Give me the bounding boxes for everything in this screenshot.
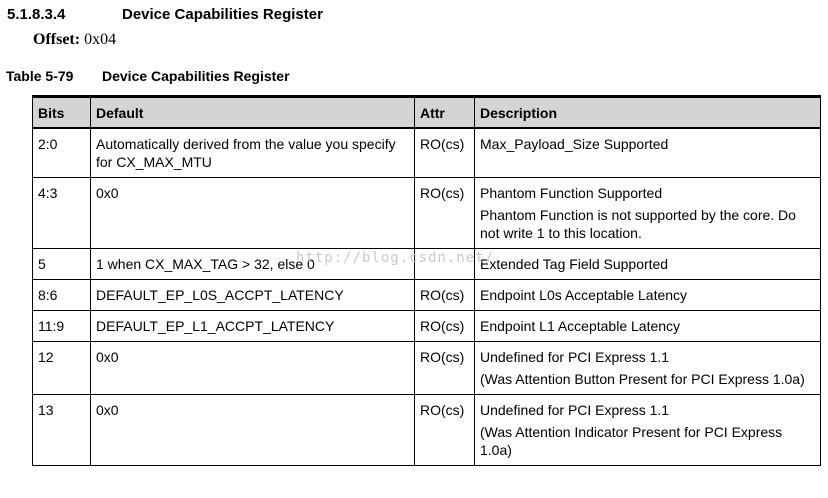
cell-description xyxy=(475,128,821,178)
offset-value: 0x04 xyxy=(84,31,117,48)
table-row xyxy=(33,249,821,280)
table-row xyxy=(33,178,821,249)
header-description: Description xyxy=(475,97,821,129)
table-row xyxy=(33,280,821,311)
cell-bits: 5 xyxy=(33,249,91,280)
cell-attr: RO(cs) xyxy=(415,280,475,311)
cell-default: 0x0 xyxy=(91,395,415,466)
description-text: Undefined for PCI Express 1.1 xyxy=(480,349,670,365)
table-row xyxy=(33,342,821,395)
cell-default: Automatically derived from the value you specify for CX_MAX_MTU xyxy=(91,128,415,178)
description-text: Endpoint L1 Acceptable Latency xyxy=(480,318,681,334)
description-text: Phantom Function Supported xyxy=(480,185,663,201)
header-attr: Attr xyxy=(415,97,475,129)
table-row xyxy=(33,395,821,466)
header-bits: Bits xyxy=(33,97,91,129)
table-header-row xyxy=(33,97,821,129)
description-note: Phantom Function is not supported by the core. Do not write 1 to this location. xyxy=(480,207,796,241)
description-note: (Was Attention Button Present for PCI Express 1.0a) xyxy=(480,371,805,387)
cell-attr xyxy=(415,249,475,280)
description-text: Endpoint L0s Acceptable Latency xyxy=(480,287,688,303)
description-text: Extended Tag Field Supported xyxy=(480,256,669,272)
cell-description xyxy=(475,311,821,342)
cell-attr: RO(cs) xyxy=(415,128,475,178)
offset-label: Offset: xyxy=(33,31,81,48)
cell-description xyxy=(475,280,821,311)
cell-default: DEFAULT_EP_L0S_ACCPT_LATENCY xyxy=(91,280,415,311)
cell-bits: 2:0 xyxy=(33,128,91,178)
cell-attr: RO(cs) xyxy=(415,342,475,395)
offset-line xyxy=(33,31,116,49)
cell-description xyxy=(475,342,821,395)
cell-bits: 8:6 xyxy=(33,280,91,311)
table-row xyxy=(33,128,821,178)
table-number: Table 5-79 xyxy=(6,68,74,84)
cell-bits: 13 xyxy=(33,395,91,466)
description-text: Undefined for PCI Express 1.1 xyxy=(480,402,670,418)
register-table xyxy=(32,95,821,466)
header-default: Default xyxy=(91,97,415,129)
table-row xyxy=(33,311,821,342)
cell-description xyxy=(475,395,821,466)
cell-bits: 12 xyxy=(33,342,91,395)
cell-default: 1 when CX_MAX_TAG > 32, else 0 xyxy=(91,249,415,280)
cell-attr: RO(cs) xyxy=(415,311,475,342)
cell-bits: 4:3 xyxy=(33,178,91,249)
description-text: Max_Payload_Size Supported xyxy=(480,136,669,152)
table-title: Device Capabilities Register xyxy=(102,68,290,84)
cell-attr: RO(cs) xyxy=(415,178,475,249)
section-title: Device Capabilities Register xyxy=(122,6,323,23)
cell-default: 0x0 xyxy=(91,342,415,395)
cell-default: 0x0 xyxy=(91,178,415,249)
cell-bits: 11:9 xyxy=(33,311,91,342)
description-note: (Was Attention Indicator Present for PCI Express 1.0a) xyxy=(480,424,783,458)
cell-description xyxy=(475,249,821,280)
cell-default: DEFAULT_EP_L1_ACCPT_LATENCY xyxy=(91,311,415,342)
cell-description xyxy=(475,178,821,249)
section-number: 5.1.8.3.4 xyxy=(7,6,66,23)
blog-watermark: http://blog.csdn.net/ xyxy=(296,250,495,266)
cell-attr: RO(cs) xyxy=(415,395,475,466)
